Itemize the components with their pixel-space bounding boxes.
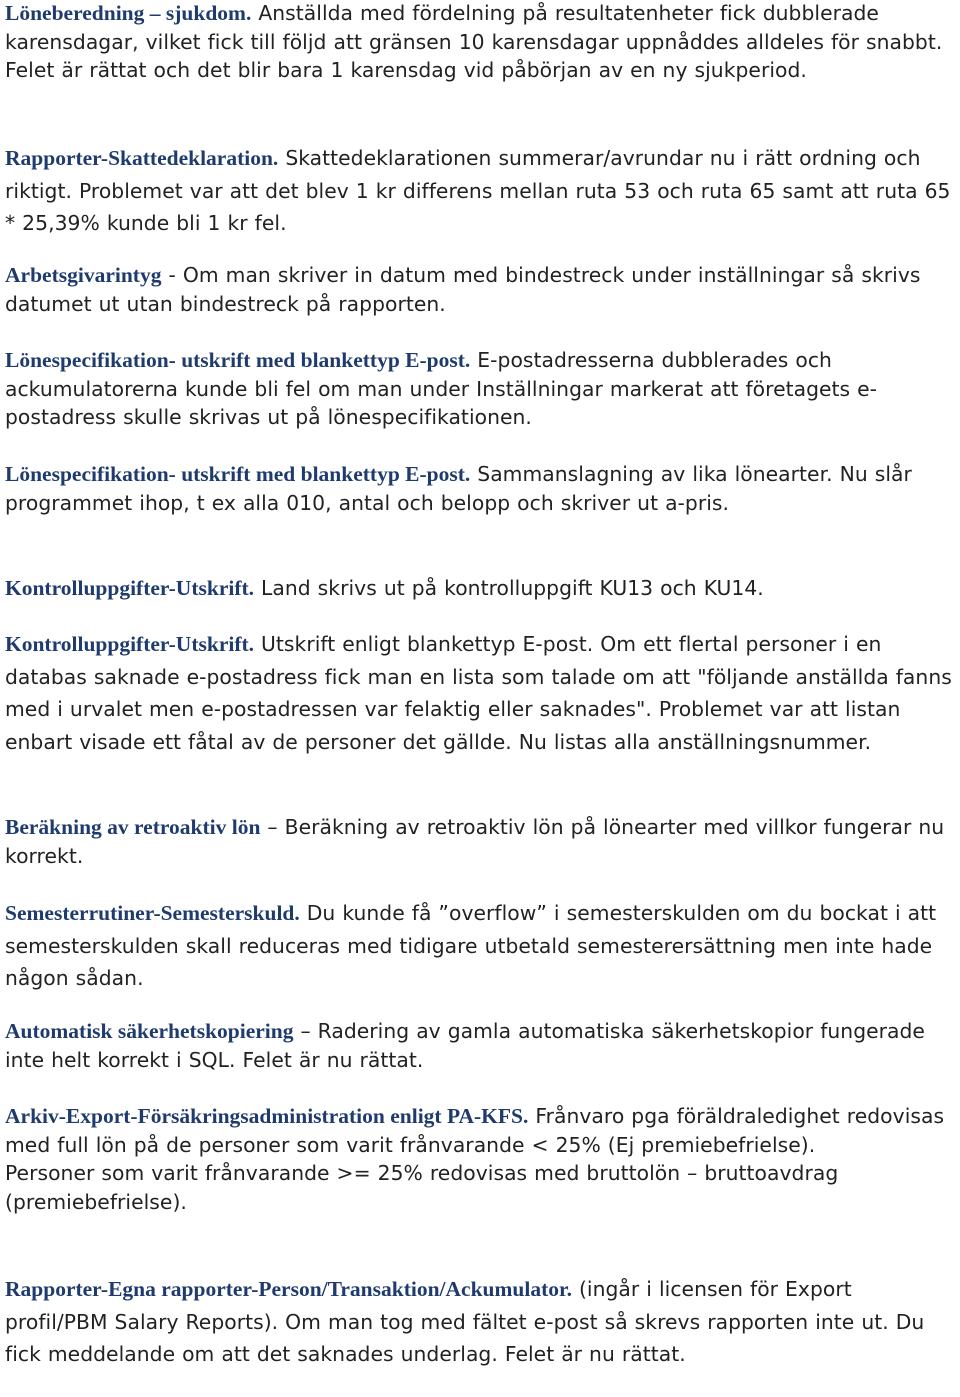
heading-separator	[300, 901, 307, 925]
paragraph-text: Radering av gamla automatiska säkerhetskopior fungerade inte helt korrekt i SQL. Felet är nu rättat.	[5, 1019, 925, 1072]
paragraph-heading: Löneberedning – sjukdom.	[5, 1, 252, 25]
paragraph-lonespecifikation-epost-2	[5, 460, 960, 517]
paragraph-text: Du kunde få ”overflow” i semesterskulden om du bockat i att semesterskulden skall reduceras med tidigare utbetald semesterersättning men inte hade någon sådan.	[5, 901, 937, 990]
paragraph-kontrolluppgifter-epost	[5, 628, 960, 758]
paragraph-text: E-postadresserna dubblerades och ackumulatorerna kunde bli fel om man under Inställningar markerat att företagets e-postadress skulle skrivas ut på lönespecifikationen.	[5, 348, 878, 429]
paragraph-lonespecifikation-epost-1	[5, 346, 960, 432]
heading-separator: -	[161, 263, 183, 287]
paragraph-heading: Arbetsgivarintyg	[5, 263, 162, 287]
paragraph-text: Sammanslagning av lika lönearter. Nu slår programmet ihop, t ex alla 010, antal och belopp och skriver ut a-pris.	[5, 462, 912, 515]
paragraph-loneberedning-sjukdom	[5, 0, 960, 85]
paragraph-semesterskuld	[5, 897, 960, 995]
paragraph-egna-rapporter	[5, 1273, 960, 1371]
heading-separator	[254, 632, 261, 656]
paragraph-kontrolluppgifter-land	[5, 574, 960, 603]
paragraph-heading: Kontrolluppgifter-Utskrift.	[5, 632, 255, 656]
paragraph-text: Skattedeklarationen summerar/avrundar nu i rätt ordning och riktigt. Problemet var att det blev 1 kr differens mellan ruta 53 och ruta 65 samt att ruta 65 * 25,39% kunde bli 1 kr fel.	[5, 146, 951, 235]
paragraph-heading: Lönespecifikation- utskrift med blankettyp E-post.	[5, 348, 471, 372]
paragraph-heading: Automatisk säkerhetskopiering	[5, 1019, 294, 1043]
paragraph-heading: Rapporter-Skattedeklaration.	[5, 146, 279, 170]
paragraph-heading: Kontrolluppgifter-Utskrift.	[5, 576, 255, 600]
heading-separator: –	[293, 1019, 318, 1043]
paragraph-text-continued: Personer som varit frånvarande >= 25% redovisas med bruttolön – bruttoavdrag (premiebefrielse).	[5, 1161, 839, 1214]
heading-separator: –	[260, 815, 285, 839]
paragraph-text: Utskrift enligt blankettyp E-post. Om ett flertal personer i en databas saknade e-postadress fick man en lista som talade om att "följande anställda fanns med i urvalet men e-postadressen var felaktig eller saknades". Problemet var att listan enbart visade ett fåtal av de personer det gällde. Nu listas alla anställningsnummer.	[5, 632, 952, 754]
heading-separator	[254, 576, 261, 600]
paragraph-heading: Lönespecifikation- utskrift med blankettyp E-post.	[5, 462, 471, 486]
paragraph-pa-kfs	[5, 1102, 960, 1216]
paragraph-heading: Beräkning av retroaktiv lön	[5, 815, 261, 839]
paragraph-text: Om man skriver in datum med bindestreck under inställningar så skrivs datumet ut utan bindestreck på rapporten.	[5, 263, 921, 316]
paragraph-retroaktiv-lon	[5, 813, 960, 871]
paragraph-sakerhetskopiering	[5, 1017, 960, 1075]
paragraph-heading: Semesterrutiner-Semesterskuld.	[5, 901, 300, 925]
paragraph-text: Frånvaro pga föräldraledighet redovisas med full lön på de personer som varit frånvarande < 25% (Ej premiebefrielse).	[5, 1104, 945, 1157]
paragraph-arbetsgivarintyg	[5, 261, 960, 318]
paragraph-text: Land skrivs ut på kontrolluppgift KU13 och KU14.	[261, 576, 764, 600]
heading-separator	[572, 1277, 579, 1301]
paragraph-skattedeklaration	[5, 142, 960, 240]
paragraph-text: (ingår i licensen för Export profil/PBM Salary Reports). Om man tog med fältet e-post så skrevs rapporten inte ut. Du fick meddelande om att det saknades underlag. Felet är nu rättat.	[5, 1277, 925, 1366]
paragraph-text: Beräkning av retroaktiv lön på lönearter med villkor fungerar nu korrekt.	[5, 815, 945, 868]
paragraph-heading: Rapporter-Egna rapporter-Person/Transaktion/Ackumulator.	[5, 1277, 572, 1301]
paragraph-heading: Arkiv-Export-Försäkringsadministration enligt PA-KFS.	[5, 1104, 529, 1128]
paragraph-text: Anställda med fördelning på resultatenheter fick dubblerade karensdagar, vilket fick till följd att gränsen 10 karensdagar uppnåddes alldeles för snabbt. Felet är rättat och det blir bara 1 karensdag vid påbörjan av en ny sjukperiod.	[5, 1, 943, 82]
